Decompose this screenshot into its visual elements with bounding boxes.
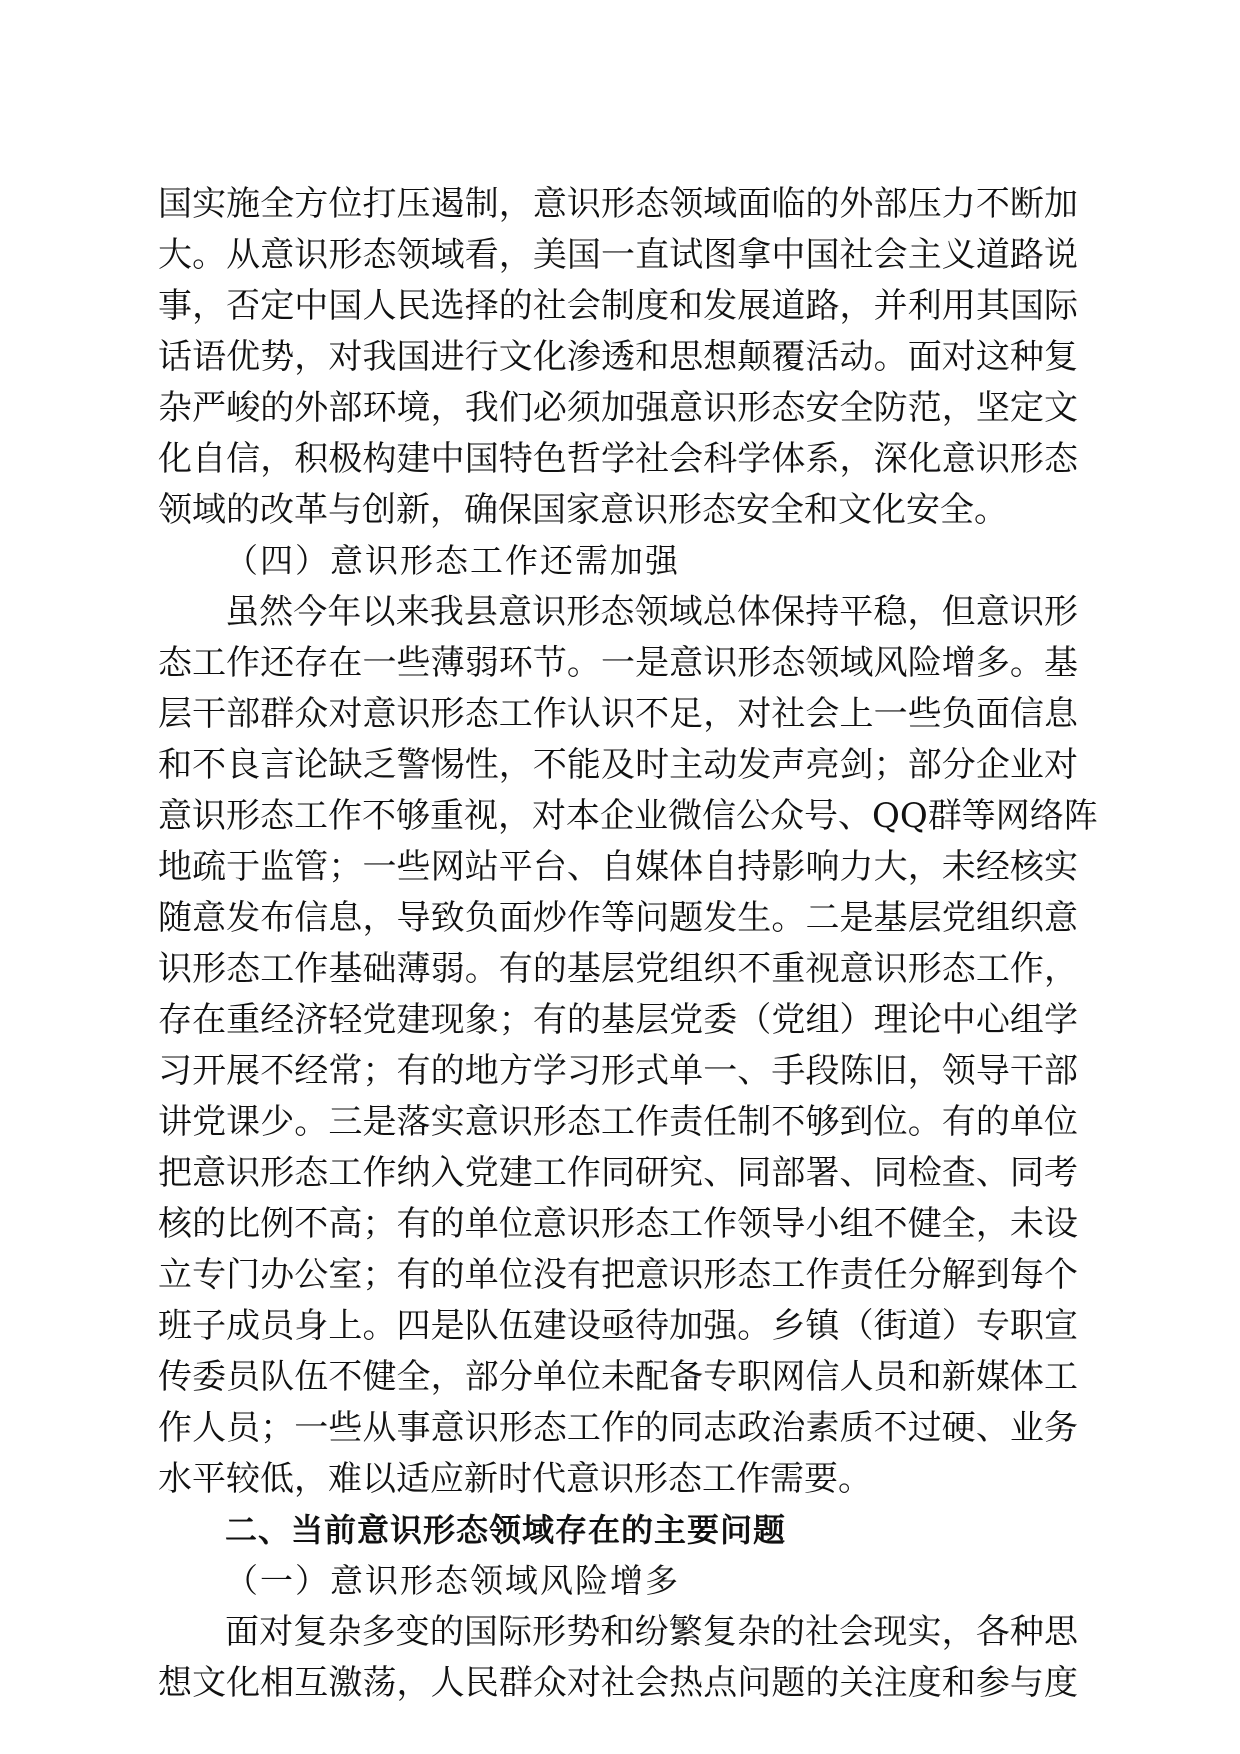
paragraph-line: 领域的改革与创新，确保国家意识形态安全和文化安全。 [158, 490, 1008, 530]
paragraph-line: 地疏于监管；一些网站平台、自媒体自持影响力大，未经核实 [158, 847, 1078, 887]
paragraph-line: 讲党课少。三是落实意识形态工作责任制不够到位。有的单位 [158, 1102, 1078, 1142]
paragraph-line: 化自信，积极构建中国特色哲学社会科学体系，深化意识形态 [158, 439, 1078, 479]
paragraph-line: 事，否定中国人民选择的社会制度和发展道路，并利用其国际 [158, 286, 1078, 326]
paragraph-line: 识形态工作基础薄弱。有的基层党组织不重视意识形态工作， [158, 949, 1078, 989]
paragraph-line: 意识形态工作不够重视，对本企业微信公众号、QQ群等网络阵 [158, 796, 1098, 836]
paragraph-line: 杂严峻的外部环境，我们必须加强意识形态安全防范，坚定文 [158, 388, 1078, 428]
paragraph-line: 习开展不经常；有的地方学习形式单一、手段陈旧，领导干部 [158, 1051, 1078, 1091]
paragraph-line: 水平较低，难以适应新时代意识形态工作需要。 [158, 1459, 872, 1499]
paragraph-line: 和不良言论缺乏警惕性，不能及时主动发声亮剑；部分企业对 [158, 745, 1078, 785]
paragraph-line: 大。从意识形态领域看，美国一直试图拿中国社会主义道路说 [158, 235, 1078, 275]
paragraph-line: 虽然今年以来我县意识形态领域总体保持平稳，但意识形 [225, 592, 1078, 632]
section-heading-4: （四）意识形态工作还需加强 [225, 541, 680, 580]
paragraph-line: 立专门办公室；有的单位没有把意识形态工作责任分解到每个 [158, 1255, 1078, 1295]
part-heading-2: 二、当前意识形态领域存在的主要问题 [225, 1511, 787, 1549]
paragraph-line: 层干部群众对意识形态工作认识不足，对社会上一些负面信息 [158, 694, 1078, 734]
paragraph-line: 把意识形态工作纳入党建工作同研究、同部署、同检查、同考 [158, 1153, 1078, 1193]
paragraph-line: 作人员；一些从事意识形态工作的同志政治素质不过硬、业务 [158, 1408, 1078, 1448]
section-heading-1: （一）意识形态领域风险增多 [225, 1561, 680, 1600]
paragraph-line: 核的比例不高；有的单位意识形态工作领导小组不健全，未设 [158, 1204, 1078, 1244]
paragraph-line: 班子成员身上。四是队伍建设亟待加强。乡镇（街道）专职宣 [158, 1306, 1078, 1346]
paragraph-line: 随意发布信息，导致负面炒作等问题发生。二是基层党组织意 [158, 898, 1078, 938]
paragraph-line: 话语优势，对我国进行文化渗透和思想颠覆活动。面对这种复 [158, 337, 1078, 377]
paragraph-line: 国实施全方位打压遏制，意识形态领域面临的外部压力不断加 [158, 184, 1078, 224]
paragraph-line: 传委员队伍不健全，部分单位未配备专职网信人员和新媒体工 [158, 1357, 1078, 1397]
paragraph-line: 面对复杂多变的国际形势和纷繁复杂的社会现实，各种思 [225, 1612, 1078, 1652]
paragraph-line: 想文化相互激荡，人民群众对社会热点问题的关注度和参与度 [158, 1663, 1078, 1703]
paragraph-line: 态工作还存在一些薄弱环节。一是意识形态领域风险增多。基 [158, 643, 1078, 683]
paragraph-line: 存在重经济轻党建现象；有的基层党委（党组）理论中心组学 [158, 1000, 1078, 1040]
